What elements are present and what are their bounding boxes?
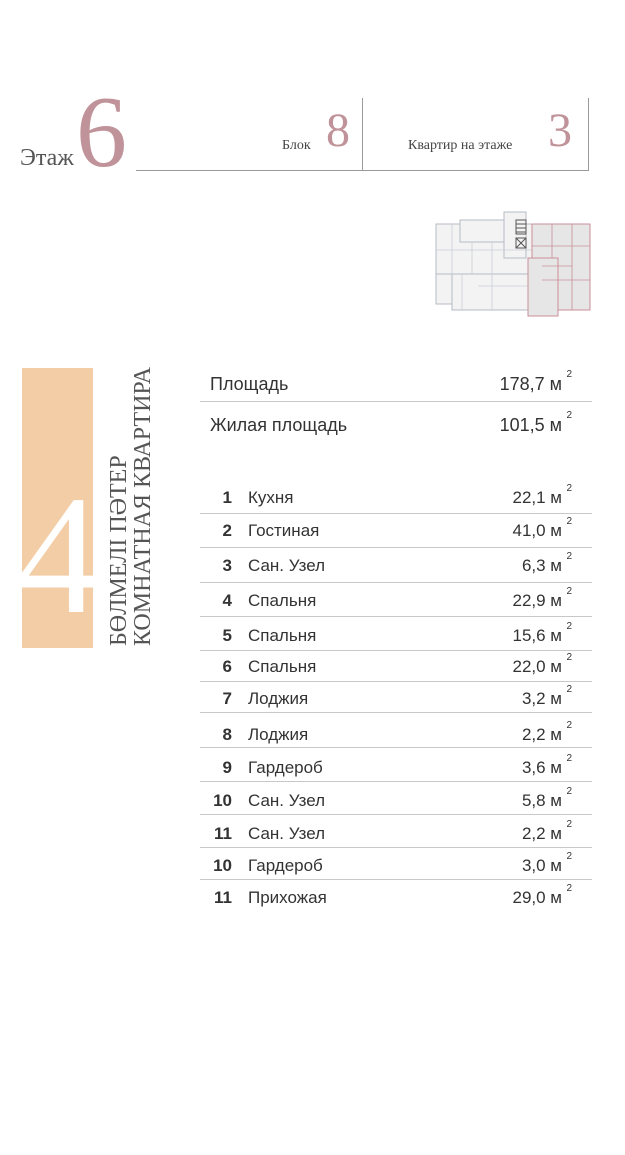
- floor-plan-key: [432, 206, 594, 318]
- unit-superscript: 2: [566, 369, 572, 380]
- divider: [200, 847, 592, 848]
- block-number: 8: [326, 104, 350, 157]
- apartment-type-kz: БӨЛМЕЛІ ПӘТЕР: [106, 455, 132, 646]
- room-row: [200, 651, 592, 683]
- room-row: [200, 620, 592, 652]
- unit-superscript: 2: [566, 516, 572, 527]
- unit-superscript: 2: [566, 753, 572, 764]
- divider: [200, 879, 592, 880]
- room-number: 9: [222, 758, 232, 777]
- unit-superscript: 2: [566, 883, 572, 894]
- room-row: [200, 818, 592, 850]
- room-number: 8: [222, 725, 232, 744]
- room-row: [200, 752, 592, 784]
- room-area: 41,0 м: [512, 521, 562, 540]
- apartments-per-floor-label: Квартир на этаже: [408, 138, 513, 153]
- apartment-type-ru: КОМНАТНАЯ КВАРТИРА: [130, 366, 156, 646]
- room-number: 7: [222, 689, 232, 708]
- room-name: Лоджия: [248, 689, 309, 708]
- room-area: 2,2 м: [521, 725, 562, 744]
- unit-superscript: 2: [566, 819, 572, 830]
- room-name: Гостиная: [248, 521, 320, 540]
- room-name: Прихожая: [248, 888, 327, 907]
- apartments-per-floor-number: 3: [548, 104, 572, 157]
- room-area: 5,8 м: [521, 791, 562, 810]
- block-label: Блок: [282, 138, 311, 153]
- room-name: Спальня: [248, 657, 317, 676]
- header-divider: [362, 98, 363, 171]
- divider: [200, 681, 592, 682]
- room-area: 3,0 м: [521, 856, 562, 875]
- divider: [200, 814, 592, 815]
- room-name: Спальня: [248, 626, 317, 645]
- divider: [200, 747, 592, 748]
- living-area-label: Жилая площадь: [210, 415, 348, 435]
- room-area: 6,3 м: [521, 556, 562, 575]
- room-number: 2: [222, 521, 232, 540]
- divider: [200, 582, 592, 583]
- floor-label: Этаж: [20, 145, 74, 171]
- unit-superscript: 2: [566, 410, 572, 421]
- header-divider: [588, 98, 589, 171]
- room-number: 4: [222, 591, 232, 610]
- room-area: 29,0 м: [512, 888, 562, 907]
- room-row: [200, 515, 592, 547]
- room-number: 11: [214, 824, 232, 843]
- divider: [200, 712, 592, 713]
- room-number: 3: [222, 556, 232, 575]
- room-name: Гардероб: [248, 758, 323, 777]
- room-row: [200, 850, 592, 882]
- rooms-count: 4: [16, 461, 101, 649]
- unit-superscript: 2: [566, 684, 572, 695]
- room-number: 6: [222, 657, 232, 676]
- living-area-value: 101,5 м: [499, 415, 562, 435]
- unit-superscript: 2: [566, 652, 572, 663]
- room-number: 10: [213, 791, 232, 810]
- room-name: Гардероб: [248, 856, 323, 875]
- unit-superscript: 2: [566, 621, 572, 632]
- unit-superscript: 2: [566, 551, 572, 562]
- room-area: 3,2 м: [521, 689, 562, 708]
- unit-superscript: 2: [566, 586, 572, 597]
- unit-superscript: 2: [566, 786, 572, 797]
- room-row: [200, 585, 592, 617]
- unit-superscript: 2: [566, 851, 572, 862]
- room-row: [200, 882, 592, 914]
- room-name: Лоджия: [248, 725, 309, 744]
- room-row: [200, 683, 592, 715]
- room-area: 22,1 м: [512, 488, 562, 507]
- room-number: 11: [214, 888, 232, 907]
- room-area: 22,9 м: [512, 591, 562, 610]
- living-area-row: [200, 407, 592, 443]
- room-number: 1: [222, 488, 232, 507]
- floor-number: 6: [76, 76, 127, 189]
- room-name: Спальня: [248, 591, 317, 610]
- divider: [200, 513, 592, 514]
- total-area-label: Площадь: [210, 374, 289, 394]
- divider: [200, 616, 592, 617]
- room-name: Сан. Узел: [248, 791, 326, 810]
- room-name: Сан. Узел: [248, 556, 326, 575]
- room-number: 5: [222, 626, 232, 645]
- room-row: [200, 482, 592, 514]
- divider: [200, 401, 592, 402]
- room-area: 2,2 м: [521, 824, 562, 843]
- room-name: Кухня: [248, 488, 294, 507]
- divider: [200, 781, 592, 782]
- room-row: [200, 785, 592, 817]
- divider: [200, 547, 592, 548]
- room-area: 3,6 м: [521, 758, 562, 777]
- room-row: [200, 550, 592, 582]
- room-number: 10: [213, 856, 232, 875]
- room-area: 15,6 м: [512, 626, 562, 645]
- room-name: Сан. Узел: [248, 824, 326, 843]
- unit-superscript: 2: [566, 483, 572, 494]
- total-area-row: [200, 366, 592, 402]
- room-area: 22,0 м: [512, 657, 562, 676]
- unit-superscript: 2: [566, 720, 572, 731]
- header: [0, 0, 625, 200]
- total-area-value: 178,7 м: [499, 374, 562, 394]
